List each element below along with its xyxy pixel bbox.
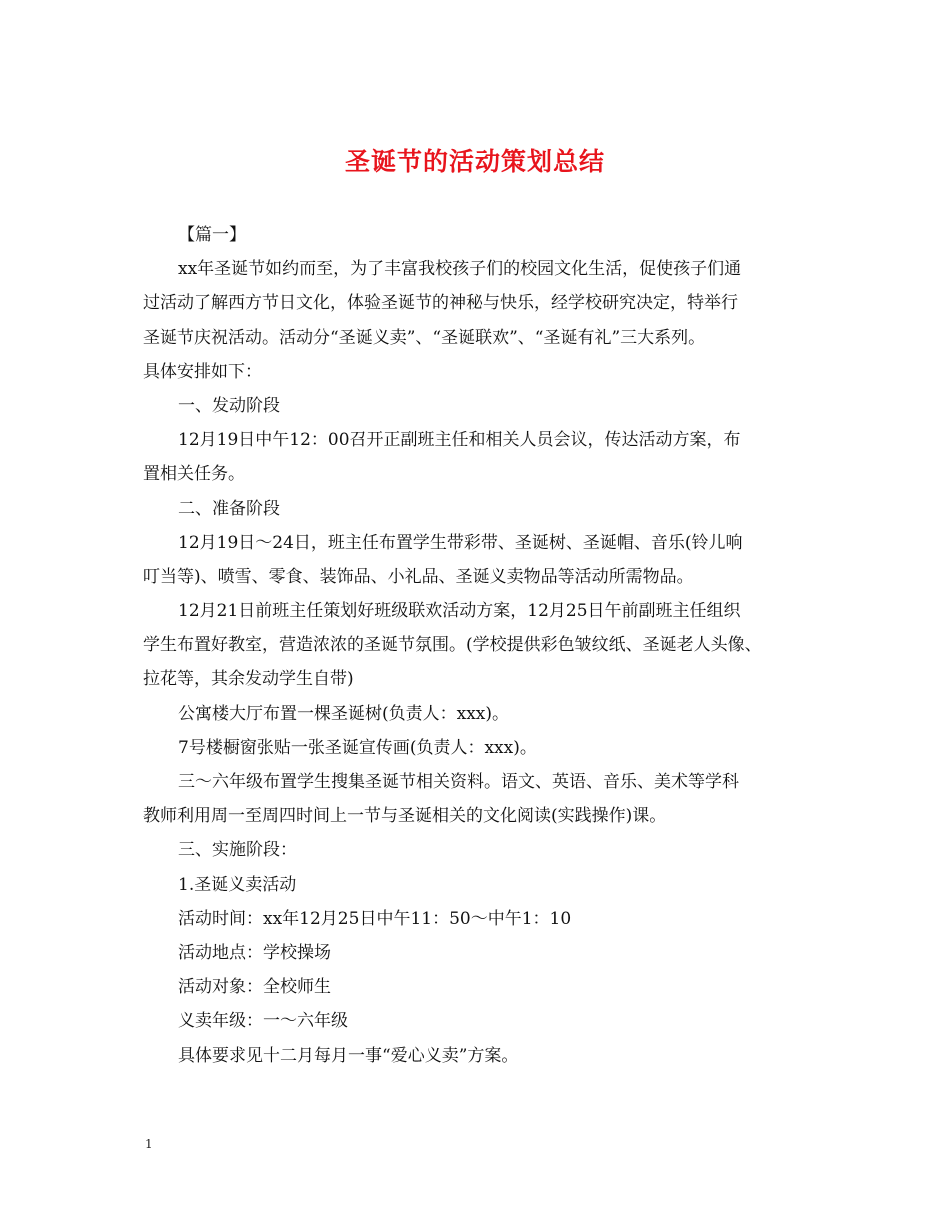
document-body [143,218,823,1073]
text-line: 活动地点：学校操场 [178,942,331,963]
text-line: 活动时间：xx年12月25日中午11：50～中午1：10 [178,908,572,929]
document-title: 圣诞节的活动策划总结 [344,147,605,176]
text-line: 叮当等)、喷雪、零食、装饰品、小礼品、圣诞义卖物品等活动所需物品。 [143,566,694,587]
text-line: 一、发动阶段 [178,395,280,416]
text-line: 具体要求见十二月每月一事“爱心义卖”方案。 [178,1045,519,1066]
text-line: 12月19日中午12：00召开正副班主任和相关人员会议，传达活动方案，布 [178,430,741,451]
text-line: xx年圣诞节如约而至，为了丰富我校孩子们的校园文化生活，促使孩子们通 [178,259,742,280]
text-line: 置相关任务。 [143,464,245,485]
text-line: 具体安排如下： [143,361,262,382]
text-line: 7号楼橱窗张贴一张圣诞宣传画(负责人：xxx)。 [178,737,537,758]
text-line: 12月19日～24日，班主任布置学生带彩带、圣诞树、圣诞帽、音乐(铃儿响 [178,532,743,553]
text-line: 学生布置好教室，营造浓浓的圣诞节氛围。(学校提供彩色皱纹纸、圣诞老人头像、 [143,635,762,656]
text-line: 圣诞节庆祝活动。活动分“圣诞义卖”、“圣诞联欢”、“圣诞有礼”三大系列。 [143,327,706,348]
text-line: 教师利用周一至周四时间上一节与圣诞相关的文化阅读(实践操作)课。 [143,806,667,827]
text-line: 义卖年级：一～六年级 [178,1011,348,1032]
text-line: 三、实施阶段： [178,840,297,861]
text-line: 拉花等，其余发动学生自带) [143,669,354,690]
page-number: 1 [145,1137,153,1151]
text-line: 【篇一】 [178,225,246,245]
text-line: 三～六年级布置学生搜集圣诞节相关资料。语文、英语、音乐、美术等学科 [178,772,739,792]
text-line: 公寓楼大厅布置一棵圣诞树(负责人：xxx)。 [178,703,510,724]
text-line: 二、准备阶段 [178,498,280,519]
text-line: 活动对象：全校师生 [178,977,331,998]
text-line: 12月21日前班主任策划好班级联欢活动方案，12月25日午前副班主任组织 [178,601,741,622]
text-line: 过活动了解西方节日文化，体验圣诞节的神秘与快乐，经学校研究决定，特举行 [143,293,738,314]
text-line: 1.圣诞义卖活动 [178,874,297,895]
